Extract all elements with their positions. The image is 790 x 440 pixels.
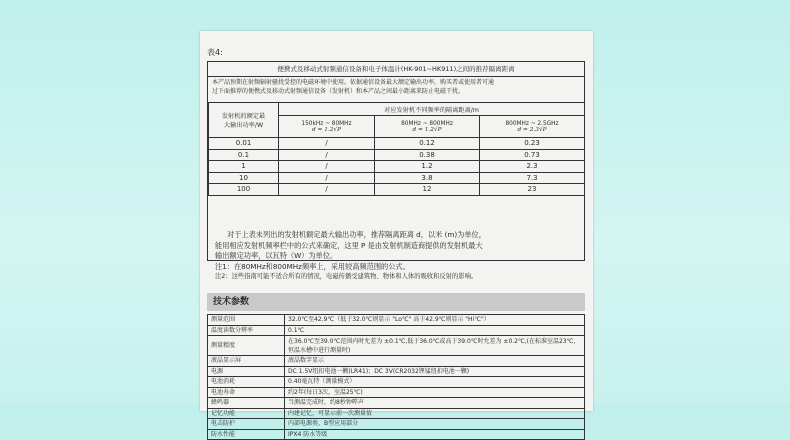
note-line: 能用相应发射机频率栏中的公式来确定，这里 P 是由发射机制造商提供的发射机最大 — [215, 240, 483, 250]
distance-cell: 0.73 — [480, 149, 585, 161]
span-header: 对应发射机不同频率的隔离距离/m — [279, 103, 585, 116]
distance-cell: / — [279, 161, 375, 173]
spec-value: 0.40毫瓦特（测量模式） — [285, 377, 585, 388]
table-row — [209, 184, 585, 196]
note-line: 输出额定功率，以瓦特（W）为单位。 — [215, 251, 338, 261]
intro-line: 过下面推荐的便携式及移动式射频通信设备（发射机）和本产品之间最小距离来防止电磁干扰。 — [212, 88, 465, 95]
spec-row — [208, 315, 585, 326]
spec-section-title: 技术参数 — [207, 293, 585, 311]
power-cell: 10 — [209, 172, 279, 184]
power-cell: 1 — [209, 161, 279, 173]
spec-table — [207, 314, 585, 440]
distance-cell: 2.3 — [480, 161, 585, 173]
table-row — [209, 172, 585, 184]
spec-row — [208, 366, 585, 377]
note-line: 对于上表未列出的发射机额定最大输出功率，推荐隔离距离 d，以米 (m)为单位， — [227, 230, 486, 239]
distance-cell: / — [279, 149, 375, 161]
note-line: 注1：在80MHz和800MHz频率上，采用较高频范围的公式。 — [215, 261, 410, 271]
spec-key: 电击防护 — [208, 419, 285, 430]
spec-value: 32.0℃至42.9℃（低于32.0℃则显示 "Lo℃" 高于42.9℃则显示 "Hi℃"） — [285, 315, 585, 326]
separation-distance-box — [207, 61, 585, 281]
spec-key: 防水性能 — [208, 429, 285, 440]
band-header — [480, 116, 585, 138]
document-sheet — [200, 31, 593, 438]
spec-value: IPX4 防水等级 — [285, 429, 585, 440]
spec-row — [208, 377, 585, 388]
spec-key: 测量范围 — [208, 315, 285, 326]
box-title: 便携式及移动式射频通信设备和电子体温计(HK-901~HK911)之间的推荐隔离距离 — [208, 62, 584, 77]
distance-cell: / — [279, 172, 375, 184]
band-range: 80MHz ~ 800MHz — [401, 120, 453, 127]
spec-value: 在36.0℃至39.0℃范围内时允差为 ±0.1℃,低于36.0℃或高于39.0℃时允差为 ±0.2℃,(在标准室温23℃，恒温水槽中进行测量时) — [285, 336, 585, 356]
spec-row — [208, 429, 585, 440]
spec-key: 液晶显示屏 — [208, 356, 285, 367]
spec-row — [208, 419, 585, 430]
spec-value: 液晶数字显示 — [285, 356, 585, 367]
distance-cell: / — [279, 184, 375, 196]
spec-key: 电源 — [208, 366, 285, 377]
spec-value: 内部电源类、B型应用部分 — [285, 419, 585, 430]
band-header — [279, 116, 375, 138]
table-row — [209, 138, 585, 150]
band-header — [375, 116, 480, 138]
power-cell: 0.01 — [209, 138, 279, 150]
power-header — [209, 103, 279, 138]
spec-row — [208, 408, 585, 419]
spec-key: 温度读数分辨率 — [208, 325, 285, 336]
spec-key: 蜂鸣器 — [208, 398, 285, 409]
table-row — [209, 149, 585, 161]
spec-key: 电池消耗 — [208, 377, 285, 388]
spec-key: 测量精度 — [208, 336, 285, 356]
band-range: 800MHz ~ 2.5GHz — [505, 120, 559, 127]
spec-value: 约2年(每日3次，室温25℃) — [285, 387, 585, 398]
distance-cell: 12 — [375, 184, 480, 196]
distance-cell: 3.8 — [375, 172, 480, 184]
distance-cell: 0.23 — [480, 138, 585, 150]
band-formula: d = 2.3√P — [517, 126, 547, 133]
separation-table — [208, 102, 585, 196]
power-header-line: 发射机的额定最 — [221, 113, 266, 120]
box-intro — [212, 78, 580, 96]
distance-cell: / — [279, 138, 375, 150]
spec-row — [208, 356, 585, 367]
table-row — [209, 161, 585, 173]
distance-cell: 0.12 — [375, 138, 480, 150]
distance-cell: 0.38 — [375, 149, 480, 161]
table-label: 表4: — [207, 48, 223, 57]
power-header-line: 大输出功率/W — [223, 122, 264, 129]
spec-row — [208, 325, 585, 336]
notes — [215, 230, 587, 283]
spec-value: 0.1℃ — [285, 325, 585, 336]
band-formula: d = 1.2√P — [311, 126, 342, 133]
note-line: 注2：这些指南可能不适合所有的情况，电磁传播受建筑物、物体和人体的吸收和反射的影响。 — [215, 273, 478, 281]
spec-key: 电池寿命 — [208, 387, 285, 398]
distance-cell: 7.3 — [480, 172, 585, 184]
distance-cell: 23 — [480, 184, 585, 196]
spec-key: 记忆功能 — [208, 408, 285, 419]
spec-row — [208, 387, 585, 398]
spec-value: 当测温完成时，约8秒钟哔声 — [285, 398, 585, 409]
band-range: 150kHz ~ 80MHz — [301, 120, 352, 127]
power-cell: 100 — [209, 184, 279, 196]
intro-line: 本产品预期在射频辐射骚扰受控的电磁环境中使用。依据通信设备最大额定输出功率，购买者或使用者可通 — [212, 79, 495, 86]
band-formula: d = 1.2√P — [412, 126, 442, 133]
spec-row — [208, 336, 585, 356]
distance-cell: 1.2 — [375, 161, 480, 173]
spec-value: DC 1.5V纽扣电池一颗(LR41)；DC 3V(CR2032锂锰纽扣电池一颗) — [285, 366, 585, 377]
power-cell: 0.1 — [209, 149, 279, 161]
spec-value: 内建记忆，可显示前一次测量值 — [285, 408, 585, 419]
